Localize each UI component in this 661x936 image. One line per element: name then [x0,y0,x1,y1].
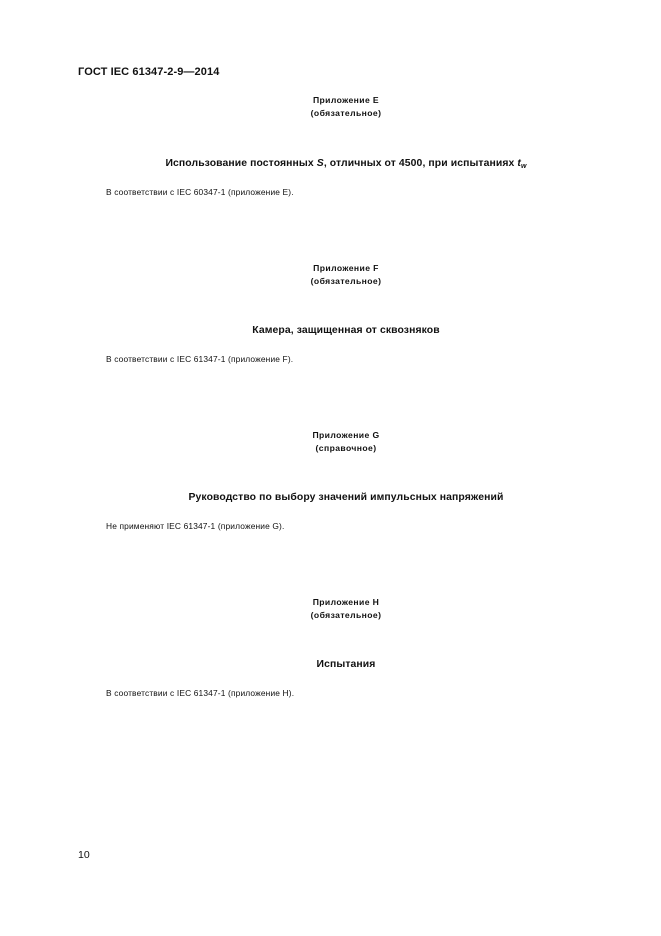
annex-e-label-block [0,94,661,119]
annex-e-title-subscript: w [520,163,527,170]
document-header: ГОСТ IEC 61347-2-9—2014 [78,66,220,78]
annex-f-title: Камера, защищенная от сквозняков [252,325,440,336]
annex-e-title-symbol: S [316,158,324,169]
annex-g-label: Приложение G [312,430,380,440]
annex-h-title: Испытания [316,659,376,670]
annex-h-label: Приложение H [312,597,380,607]
annex-h-label-block [0,596,661,621]
annex-e-title [0,158,661,169]
annex-f-status: (обязательное) [310,275,382,286]
annex-f-label: Приложение F [313,263,379,273]
annex-h-body: В соответствии с IEC 61347-1 (приложение H). [106,688,295,698]
annex-e-title-text-1: Использование постоянных [165,158,317,169]
annex-e-status: (обязательное) [310,107,382,118]
annex-e-title-variable: t [517,158,521,169]
annex-g-body: Не применяют IEC 61347-1 (приложение G). [106,521,285,531]
annex-g-title: Руководство по выбору значений импульсных напряжений [188,492,504,503]
annex-h-status: (обязательное) [310,609,382,620]
annex-f-label-block [0,262,661,287]
annex-e-title-text-2: , отличных от 4500, при испытаниях [323,158,518,169]
annex-f-body: В соответствии с IEC 61347-1 (приложение F). [106,354,294,364]
annex-g-status: (справочное) [315,442,377,453]
annex-g-label-block [0,429,661,454]
page-number: 10 [78,849,90,861]
annex-e-body: В соответствии с IEC 60347-1 (приложение E). [106,187,294,197]
annex-e-label: Приложение E [312,95,380,105]
